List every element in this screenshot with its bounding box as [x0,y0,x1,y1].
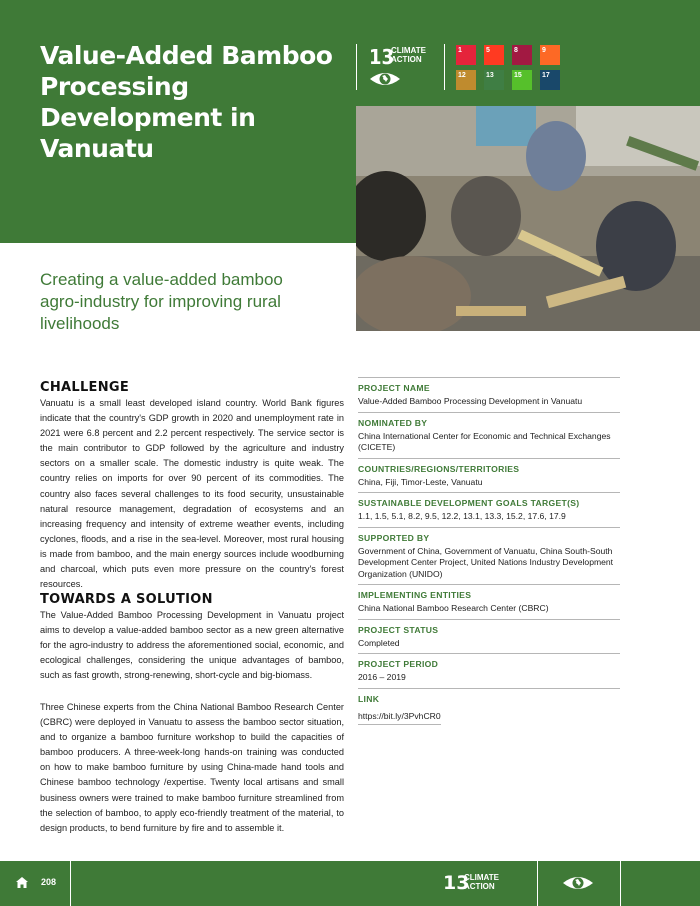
sdg-13-number: 13 [369,45,395,69]
sdg-tile-8: 8 [512,45,532,65]
eye-globe-icon [562,874,594,892]
page-number: 208 [41,877,57,887]
sidebar-item-value: 2016 – 2019 [358,672,406,682]
sdg-tile-15: 15 [512,70,532,90]
sidebar-item-label: PROJECT NAME [358,383,430,393]
sidebar-item [358,619,620,654]
sidebar-item [358,412,620,458]
page-subtitle: Creating a value-added bamboo agro-industry for improving rural livelihoods [40,270,283,333]
sidebar-item [358,584,620,619]
divider [356,44,357,90]
footer-sdg-number: 13 [443,872,470,894]
sdg-tile-12: 12 [456,70,476,90]
sdg-tile-17: 17 [540,70,560,90]
challenge-heading: CHALLENGE [40,380,130,395]
project-link[interactable]: https://bit.ly/3PvhCR0 [358,710,441,726]
sidebar-item-value: China National Bamboo Research Center (CBRC) [358,603,549,613]
sdg-tile-13: 13 [484,70,504,90]
sidebar-item-label: PROJECT PERIOD [358,659,439,669]
sidebar-item-label: LINK [358,693,380,704]
eye-globe-icon [369,70,401,88]
sidebar-item-value: Government of China, Government of Vanuatu, China South-South Development Center Project, United Nations Industry Development Organization (UNIDO) [358,545,614,579]
sidebar-item-label: COUNTRIES/REGIONS/TERRITORIES [358,463,520,474]
sdg-tile-1: 1 [456,45,476,65]
solution-paragraph-2: Three Chinese experts from the China National Bamboo Research Center (CBRC) were deployed in Vanuatu to assess the bamboo sector situation, and to organize a bamboo furniture workshop to build the capacities of bamboo producers. A three-week-long hands-on training was conducted on how to make bamboo furniture by using China-made hand tools and Chinese bamboo technology /expertise. Twenty local artisans and small business owners were trained to make bamboo furniture streamlined from the selection of bamboo, to apply eco-friendly treatment of the material, to design products, to bend furniture by fire and to assemble it. [40,702,344,833]
sdg-tile-5: 5 [484,45,504,65]
sidebar-item-label: SUSTAINABLE DEVELOPMENT GOALS TARGET(S) [358,498,580,508]
sidebar-item-value: 1.1, 1.5, 5.1, 8.2, 9.5, 12.2, 13.1, 13.3, 15.2, 17.6, 17.9 [358,511,566,521]
sidebar-item-label: PROJECT STATUS [358,624,439,635]
divider [537,861,538,906]
sidebar-item-value: China, Fiji, Timor-Leste, Vanuatu [358,476,483,487]
sidebar-item-value: Completed [358,637,400,648]
divider [444,44,445,90]
challenge-text: Vanuatu is a small least developed island country. World Bank figures indicate that the country's GDP growth in 2020 and unemployment rate in 2021 were 6.8 percent and 2.2 percent respectively. The service sector is the main contributor to GDP followed by the agriculture and industry sectors on a smaller scale. The domestic industry is quite weak. The country relies on imports for over 90 percent of its commodities. The country also faces several challenges to its food security, unsustainable natural resource management, degradation of ecosystems and an increasing frequency and intensity of extreme weather events, including cyclones, floods, and a rise in the sea-level. Moreover, most rural housing is made from bamboo, and the main energy sources include woodburning and charcoal, which puts even more pressure on the country's forest resources. [40,398,344,590]
sidebar-item [358,377,620,412]
sidebar-item [358,688,620,730]
solution-heading: TOWARDS A SOLUTION [40,592,213,607]
sidebar-item-label: NOMINATED BY [358,417,428,428]
divider [620,861,621,906]
solution-paragraph-1: The Value-Added Bamboo Processing Development in Vanuatu project aims to develop a value-added bamboo sector as a new green alternative for the agro-industry to address the aforementioned social, economic, and ecological challenges, considering the unique advantages of bamboo, such as fast growth, strong-renewing, short-cycle and big-biomass. [40,610,344,681]
sidebar-item [358,527,620,585]
footer-sdg-label: CLIMATE ACTION [464,873,499,891]
home-icon[interactable] [16,877,28,888]
bamboo-workshop-photo [356,106,700,331]
sidebar-item [358,492,620,527]
sidebar-item-label: SUPPORTED BY [358,532,430,543]
divider [70,861,71,906]
footer-band [0,861,700,906]
sdg-tile-9: 9 [540,45,560,65]
sdg-13-label: CLIMATE ACTION [391,46,426,64]
sidebar-item [358,653,620,688]
sidebar-item-label: IMPLEMENTING ENTITIES [358,590,472,600]
sidebar-item [358,458,620,493]
project-info-sidebar [358,377,620,729]
page-title: Value-Added Bamboo Processing Development in Vanuatu [40,41,333,163]
sidebar-item-value: Value-Added Bamboo Processing Development in Vanuatu [358,396,583,406]
sidebar-item-value: China International Center for Economic and Technical Exchanges (CICETE) [358,430,611,452]
